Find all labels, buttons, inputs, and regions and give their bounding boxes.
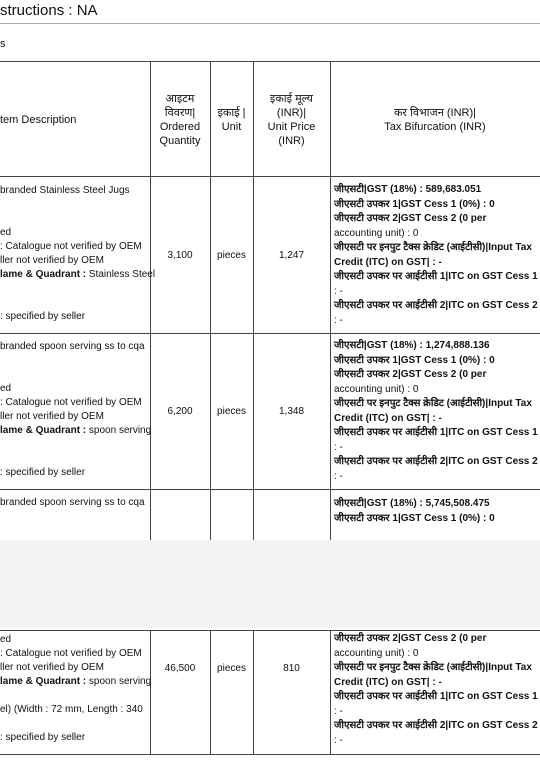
row3-tax-bifurcation: जीएसटी|GST (18%) : 5,745,508.475 जीएसटी उपकर 1|GST Cess 1 (0%) : 0 (334, 498, 495, 524)
row2-unit-price: 1,348 (278, 406, 305, 417)
table-top-border (0, 61, 540, 62)
col-divider-3-lower (253, 630, 254, 754)
col-divider-4-lower (330, 630, 331, 754)
row2-quantity: 6,200 (167, 406, 193, 417)
row1-tax-bifurcation: जीएसटी|GST (18%) : 589,683.051 जीएसटी उपकर 1|GST Cess 1 (0%) : 0 जीएसटी उपकर 2|GST Cess 2 (0 per accounting unit) : 0 जीएसटी पर इनपुट टैक्स क्रेडिट (आईटीसी)|Input Tax Credit (ITC) on GST| : - जीएसटी उपकर पर आईटीसी 1|ITC on GST Cess 1 : - जीएसटी उपकर पर आईटीसी 2|ITC on GST Cess 2 : - (334, 184, 538, 326)
row4-top-border (0, 630, 540, 631)
row2-border (0, 489, 540, 490)
row1-border (0, 333, 540, 334)
row3-description: branded spoon serving ss to cqa (0, 497, 145, 508)
header-unit: इकाई | Unit (217, 107, 246, 133)
header-ordered-quantity: आइटम विवरण| Ordered Quantity (159, 93, 201, 147)
header-item-description: tem Description (0, 114, 77, 126)
row4-unit: pieces (217, 663, 246, 674)
header-row-border (0, 176, 540, 177)
row4-unit-price: 810 (283, 663, 300, 674)
col-divider-1-lower (150, 630, 151, 754)
instructions-heading: structions : NA (0, 2, 98, 19)
row4-bottom-border (0, 754, 540, 755)
row1-quantity: 3,100 (167, 250, 193, 261)
row4-quantity: 46,500 (164, 663, 196, 674)
col-divider-2-lower (210, 630, 211, 754)
section-fragment: s (0, 38, 6, 50)
row1-unit-price: 1,247 (278, 250, 305, 261)
row4-tax-bifurcation: जीएसटी उपकर 2|GST Cess 2 (0 per accounting unit) : 0 जीएसटी पर इनपुट टैक्स क्रेडिट (आईटीसी)|Input Tax Credit (ITC) on GST| : - जीएसटी उपकर पर आईटीसी 1|ITC on GST Cess 1 : - जीएसटी उपकर पर आईटीसी 2|ITC on GST Cess 2 : - (334, 633, 538, 746)
row2-description: branded spoon serving ss to cqa ed : Catalogue not verified by OEM ller not verified by OEM lame & Quadrant : spoon serving : specified by seller (0, 341, 152, 478)
row2-unit: pieces (217, 406, 246, 417)
row1-description: branded Stainless Steel Jugs ed : Catalogue not verified by OEM ller not verified by OEM lame & Quadrant : Stainless Steel : specified by seller (0, 185, 156, 322)
header-unit-price: इकाई मूल्य (INR)| Unit Price (INR) (267, 93, 316, 147)
header-divider (0, 23, 540, 24)
page-break-gap (0, 540, 540, 628)
header-tax-bifurcation: कर विभाजन (INR)| Tax Bifurcation (INR) (384, 107, 486, 133)
row1-unit: pieces (217, 250, 246, 261)
row2-tax-bifurcation: जीएसटी|GST (18%) : 1,274,888.136 जीएसटी उपकर 1|GST Cess 1 (0%) : 0 जीएसटी उपकर 2|GST Cess 2 (0 per accounting unit) : 0 जीएसटी पर इनपुट टैक्स क्रेडिट (आईटीसी)|Input Tax Credit (ITC) on GST| : - जीएसटी उपकर पर आईटीसी 1|ITC on GST Cess 1 : - जीएसटी उपकर पर आईटीसी 2|ITC on GST Cess 2 : - (334, 340, 538, 482)
row4-description: ed : Catalogue not verified by OEM ller not verified by OEM lame & Quadrant : spoon serving el) (Width : 72 mm, Length : 340 : specified by seller (0, 634, 152, 743)
